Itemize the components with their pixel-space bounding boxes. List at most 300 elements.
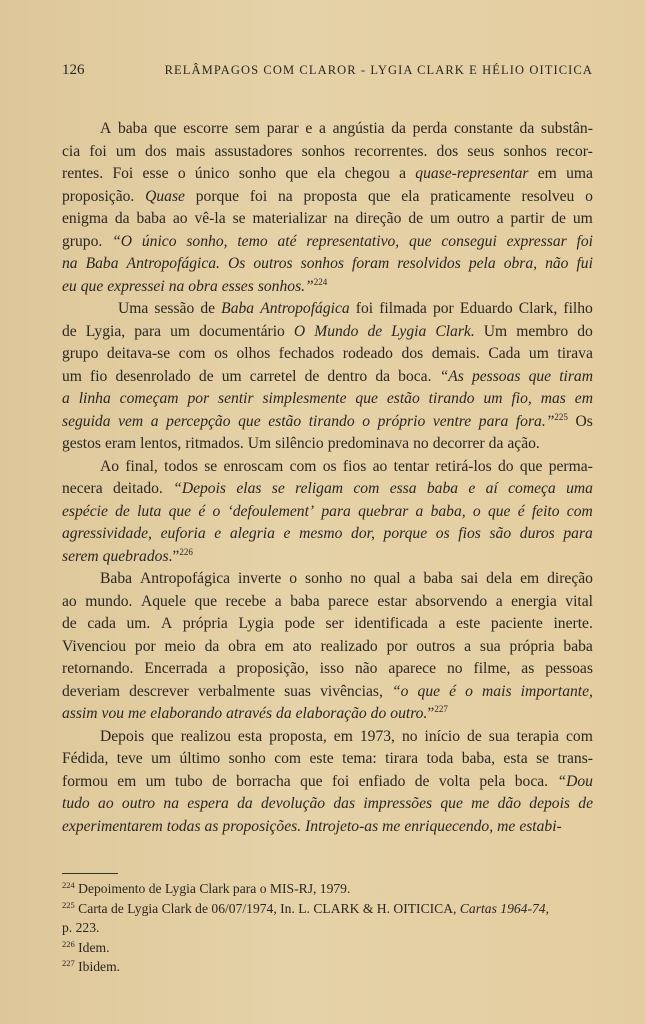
word: A [100,120,112,137]
word: direção [547,570,593,587]
word: elaborando [150,705,223,722]
word: em [264,637,284,655]
word: é [198,502,206,520]
word: os [322,457,337,475]
word: elas [236,480,262,497]
word: esta [237,727,263,745]
word: eu [62,277,77,295]
word: própria [182,615,228,632]
word: de [551,210,566,227]
text-line [62,321,593,344]
word: aí [485,480,498,497]
word: esta [503,750,528,767]
word: para [478,412,509,430]
word: perma- [548,457,593,475]
word: se [232,210,246,227]
text-line [62,433,593,456]
word: outro [121,795,156,812]
word: ao [372,457,388,475]
word: de [304,367,320,385]
word: deitava-se [106,345,171,362]
word: recebe [225,592,267,610]
word: que [285,165,308,182]
word: estão [386,390,420,407]
footnote: $^{226}$ Idem. [62,938,110,955]
word: quase-representar [415,165,529,182]
word: e [283,525,291,542]
text-line [62,771,593,794]
footnote-number: 227 [62,958,75,968]
word: Um [247,435,272,452]
word: um [572,210,593,227]
text-line [62,388,593,411]
word: cada [87,615,116,632]
word: dentro [327,367,368,385]
word: ventre [432,412,472,430]
word: na [333,210,349,227]
page-number: 126 [62,62,85,78]
word: na [168,277,185,295]
word: Aquele [140,592,186,610]
word: fui [576,255,593,272]
word: não [545,255,569,272]
word: e [305,120,313,137]
word: a [496,210,504,227]
word: identificada [354,615,428,632]
word: linha [78,390,111,407]
word: que [519,457,543,475]
word: que [168,502,192,520]
word: de [367,322,383,340]
word: sai [460,570,479,587]
word: a [495,592,503,610]
footnote-ref: 225 [554,411,568,422]
word: com [353,480,380,497]
word: luta [137,502,162,520]
word: expressei [107,277,165,295]
word: a [274,592,282,610]
word: tentar [393,457,430,475]
word: foi [331,772,350,790]
word: tirando [308,412,355,430]
word: demais. [431,345,480,362]
word: seguida [62,412,111,430]
word: ao [172,210,188,227]
word: este [456,615,481,632]
text-line [62,276,593,299]
footnote: $^{224}$ Depoimento de Lygia Clark para o MIS-RJ, 1979. [62,880,351,896]
word: O [293,322,306,340]
word: um [429,210,450,227]
word: não [354,660,378,677]
word: da [488,435,504,452]
footnote-number: 225 [62,899,75,910]
word: tirara [385,750,419,767]
word: que [194,592,218,610]
word: de [408,210,424,227]
word: porque [195,187,240,205]
word: estar [377,592,407,610]
word: com [289,457,317,475]
word: me [382,817,401,835]
word: resolveu [521,187,575,205]
word: inerte. [553,615,593,632]
word: na [163,795,179,812]
word: começam [119,390,179,407]
word: outros [416,637,456,655]
running-title: RELÂMPAGOS COM CLAROR - LYGIA CLARK E HÉLIO OITICICA [164,63,593,77]
text-line [62,366,593,389]
word: experimentarem [62,817,163,835]
word: ação. [507,435,540,452]
text-line [62,501,593,524]
word: da [519,120,535,137]
word: a [464,637,472,655]
word: sua [488,727,510,745]
word: fios [458,525,481,542]
word: e [468,480,476,497]
word: a [62,390,70,407]
word: volta [438,772,471,790]
text-line [62,568,593,591]
word: sem [234,120,261,137]
word: um [151,750,172,767]
word: expressar [506,232,567,250]
word: lentos, [140,435,182,452]
word: todas [166,817,201,835]
word: quebrar [358,502,409,520]
word: fechados [278,345,335,362]
word: carretel [249,367,297,385]
word: por [187,390,210,407]
word: pela [468,255,496,272]
word: baba [563,637,593,655]
word: Baba [100,570,133,587]
word: mesmo [299,525,343,542]
word: assustadores [214,142,293,160]
word: sonho [228,750,266,767]
word: necera [62,480,103,497]
text-line [62,186,593,209]
word: silêncio [275,435,324,452]
word: enfiado [358,772,406,790]
word: alegria [229,525,275,542]
word: toda [426,750,454,767]
word: deveriam [62,682,121,700]
word: o [289,570,298,587]
word: de [578,795,593,812]
word: temo [237,232,268,250]
word: a [438,615,446,632]
word: o [177,165,186,182]
word: A [160,615,173,632]
word: é [449,682,457,700]
word: retirá-los [435,457,492,475]
word: realizou [180,727,231,745]
word: religam [295,480,344,497]
word: por [134,637,156,655]
word: paciente [490,615,543,632]
word: um [528,345,549,362]
word: foi [355,300,374,317]
word: fora.”$^{225}$ [515,411,568,430]
word: serem [62,547,99,565]
word: esses [221,277,254,295]
word: sonho [238,165,277,182]
word: elaboração [295,705,367,722]
word: boca. [514,772,549,790]
word: da [375,367,391,385]
word: própria [509,637,555,655]
word: meio [164,637,196,655]
footnote-number: 226 [62,938,75,949]
word: as [204,817,219,835]
word: uma [566,480,593,497]
word: que [151,727,174,745]
word: da [276,705,292,722]
word: em [520,570,540,587]
text-line [62,208,593,231]
word: espécie [62,502,108,520]
word: Eduardo [459,300,513,317]
word: ao [62,592,77,610]
word: depois [529,795,570,812]
word: agressividade, [62,525,152,542]
word: terapia [516,727,559,745]
word: um [221,367,242,385]
word: no [350,570,366,587]
word: baba [117,120,148,137]
word: Antropofágica. [126,255,220,272]
text-line [62,748,593,771]
word: olhos [236,345,271,362]
footnote: $^{227}$ Ibidem. [62,958,121,974]
word: enriquecendo, [404,817,494,835]
word: proposições. [222,817,302,835]
word: escorre [183,120,229,137]
text-line [62,343,593,366]
word: que [409,232,432,250]
word: Introjeto-as [305,817,379,835]
word: baba, [461,750,496,767]
word: vivências, [320,682,383,700]
word: mais [482,682,512,700]
word: eram [104,435,137,452]
word: do [498,457,514,475]
word: outros [253,255,293,272]
word: boca. [398,367,432,385]
text-line [62,118,593,141]
word: a [399,165,406,182]
word: praticamente [430,187,511,205]
word: sentir [218,390,254,407]
footnotes [62,879,593,977]
word: Quase [145,187,185,205]
word: em [537,165,557,182]
word: estão [268,412,302,430]
footnote: $^{225}$ Carta de Lygia Clark de 06/07/1974, In. L. CLARK & H. OITICICA, Cartas 1964-74, [62,899,549,916]
word: impressões [363,795,433,812]
word: chegou [344,165,390,182]
word: materializar [252,210,327,227]
word: em [574,390,593,407]
word: parar [266,120,299,137]
word: rodeado [342,345,393,362]
text-line [62,613,593,636]
word: a [150,412,159,430]
word: verbalmente [197,682,276,700]
word: de [115,502,130,520]
word: mundo. [85,592,133,610]
word: vem [118,412,144,430]
word: de [62,615,77,632]
word: Um [483,322,508,340]
word: que [238,412,261,430]
word: esse [142,165,169,182]
word: baba [136,210,166,227]
word: essa [389,480,417,497]
word: recorrentes. [354,142,428,160]
word: quebrados.”$^{226}$ [102,546,193,565]
text-line [62,478,593,501]
word: euforia [160,525,206,542]
text-line [62,658,593,681]
word: parece [328,592,369,610]
word: para [134,322,162,340]
word: qual [373,570,401,587]
word: outro.”$^{227}$ [390,704,448,722]
word: ao [98,795,114,812]
text-line [62,411,593,434]
word: representativo, [306,232,400,250]
word: proposição. [62,187,135,205]
word: Baba [221,300,255,317]
word: mais [175,142,206,160]
word: próprio [377,412,426,430]
word: Ao [100,457,120,475]
word: de [200,300,216,317]
word: Vivenciou [62,637,127,655]
word: tubo [174,772,203,790]
word: enigma [62,210,108,227]
word: as [521,660,535,677]
word: Antropofágica [140,570,231,587]
word: o [585,187,593,205]
word: o [465,682,473,700]
word: de [414,772,430,790]
word: final, [125,457,158,475]
word: um [170,322,191,340]
word: tirando [428,390,475,407]
word: descrever [129,682,189,700]
word: a [415,502,424,520]
word: a [408,570,416,587]
word: isso [319,660,344,677]
word: “o [391,682,409,700]
word: fios [342,457,367,475]
word: devolução [261,795,326,812]
word: direção [355,210,402,227]
word: sonhos [301,142,345,160]
word: dos [401,345,424,362]
word: a [319,120,326,137]
word: rentes. [62,165,104,182]
word: que [528,367,552,385]
word: com [274,750,302,767]
word: dor, [351,525,375,542]
footnote-ref: 224 [313,276,328,287]
word: proposição, [236,660,309,677]
text-line [62,681,593,704]
word: simplesmente [262,390,347,407]
word: para [563,525,593,542]
word: decorrer [432,435,485,452]
word: percepção [166,412,231,430]
word: dela [486,570,513,587]
running-header [62,62,593,79]
word: vê-la [194,210,226,227]
word: vital [565,592,593,610]
word: um [483,390,503,407]
text-line [62,523,593,546]
text-line [62,456,593,479]
word: do [577,322,593,340]
word: Depois [100,727,145,745]
word: feito [531,502,560,520]
word: que [367,187,391,205]
word: foi [576,232,593,250]
word: Fédida, [62,750,109,767]
word: Os [227,255,246,272]
word: assim [62,705,98,722]
word: de [212,772,227,790]
word: outro [456,210,490,227]
word: com [566,502,593,520]
text-line [62,163,593,186]
footnote-rule [62,873,118,874]
text-line [62,298,593,321]
word: até [277,232,297,250]
footnote-ref: 227 [434,704,448,714]
word: angústia [332,120,385,137]
word: seus [467,142,495,160]
word: predominava [327,435,410,452]
word: com [565,727,593,745]
word: “Dou [557,772,593,790]
word: e [214,525,222,542]
word: sonhos [300,255,344,272]
word: estabi- [519,817,562,835]
word: sonhos [503,142,547,160]
word: grupo. [62,232,103,250]
word: ela [401,187,420,205]
word: de [198,367,214,385]
word: um [145,772,166,790]
word: pela [479,772,506,790]
word: da [114,210,130,227]
word: sonhos.”$^{224}$ [257,276,328,295]
word: no [401,727,418,745]
text-line [62,231,593,254]
footnote: p. 223. [62,920,100,935]
word: Lygia, [85,322,126,340]
word: espera [187,795,229,812]
word: ser [325,615,344,632]
word: de [62,322,77,340]
word: único [194,165,230,182]
word: o [362,412,370,430]
word: dão [497,795,521,812]
